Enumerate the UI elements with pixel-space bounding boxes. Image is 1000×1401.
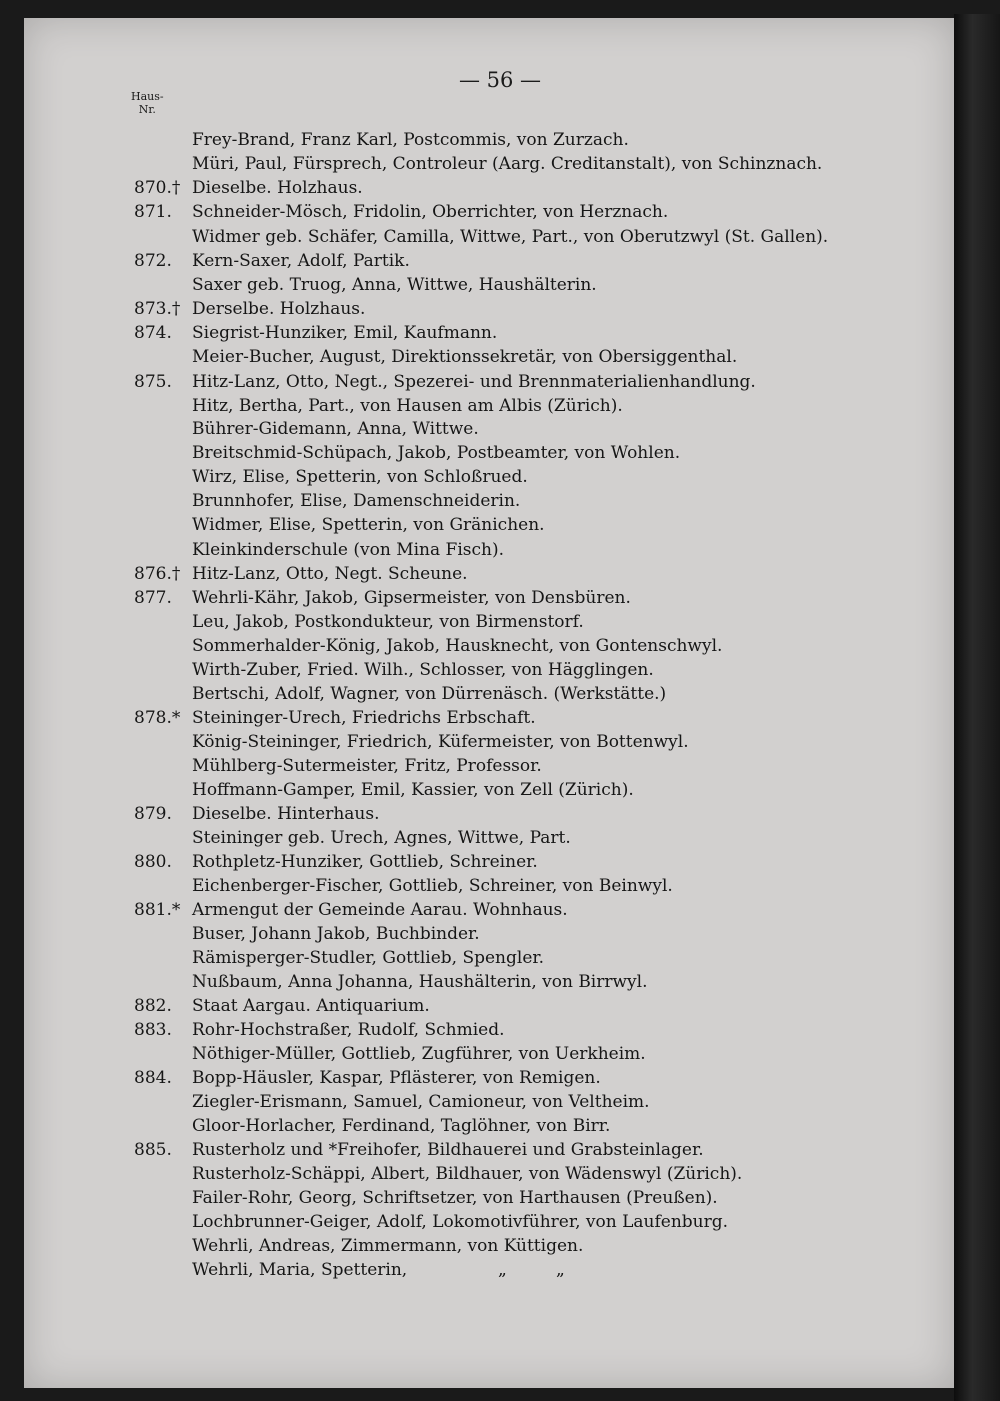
- house-number: 874.: [134, 323, 172, 343]
- entry-row: [0, 1140, 1000, 1163]
- entry-row: [0, 130, 1000, 153]
- entry-text: Eichenberger-Fischer, Gottlieb, Schreiner, von Beinwyl.: [192, 876, 673, 896]
- entry-text: Widmer, Elise, Spetterin, von Gränichen.: [192, 515, 545, 535]
- entry-row: [0, 299, 1000, 322]
- entry-text: Lochbrunner-Geiger, Adolf, Lokomotivführer, von Laufenburg.: [192, 1212, 729, 1232]
- house-number-header: [131, 90, 164, 116]
- house-number: 882.: [134, 996, 172, 1016]
- entry-row: [0, 1236, 1000, 1259]
- house-number: 880.: [134, 852, 172, 872]
- house-number: 881.*: [134, 900, 181, 920]
- house-number: 871.: [134, 202, 172, 222]
- entry-text: Siegrist-Hunziker, Emil, Kaufmann.: [192, 323, 498, 343]
- entry-text: Dieselbe. Holzhaus.: [192, 178, 363, 198]
- entry-text: Ziegler-Erismann, Samuel, Camioneur, von Veltheim.: [192, 1092, 650, 1112]
- entry-text: Rohr-Hochstraßer, Rudolf, Schmied.: [192, 1020, 505, 1040]
- entry-row: [0, 636, 1000, 659]
- entry-row: [0, 876, 1000, 899]
- entry-row: [0, 1020, 1000, 1043]
- entry-row: [0, 1068, 1000, 1091]
- entry-text: Schneider-Mösch, Fridolin, Oberrichter, von Herznach.: [192, 202, 669, 222]
- entry-text: Hoffmann-Gamper, Emil, Kassier, von Zell (Zürich).: [192, 780, 634, 800]
- house-number: 872.: [134, 251, 172, 271]
- entry-row: [0, 1164, 1000, 1187]
- entry-row: [0, 1260, 1000, 1283]
- entry-text: Hitz, Bertha, Part., von Hausen am Albis (Zürich).: [192, 396, 623, 416]
- entry-row: [0, 202, 1000, 225]
- house-number: 876.†: [134, 564, 181, 584]
- entry-row: [0, 924, 1000, 947]
- entry-text: Müri, Paul, Fürsprech, Controleur (Aarg. Creditanstalt), von Schinznach.: [192, 154, 823, 174]
- entry-text: Rusterholz-Schäppi, Albert, Bildhauer, von Wädenswyl (Zürich).: [192, 1164, 743, 1184]
- entry-row: [0, 1044, 1000, 1067]
- entry-text: Steininger-Urech, Friedrichs Erbschaft.: [192, 708, 536, 728]
- page-number: — 56 —: [458, 68, 542, 92]
- house-number: 873.†: [134, 299, 181, 319]
- entry-row: [0, 1092, 1000, 1115]
- entry-row: [0, 515, 1000, 538]
- entry-text: Widmer geb. Schäfer, Camilla, Wittwe, Part., von Oberutzwyl (St. Gallen).: [192, 227, 829, 247]
- ditto-mark: „: [556, 1260, 565, 1280]
- entry-row: [0, 227, 1000, 250]
- haus-label: Haus-: [131, 90, 164, 103]
- entry-row: [0, 275, 1000, 298]
- entry-row: [0, 178, 1000, 201]
- entry-text: Buser, Johann Jakob, Buchbinder.: [192, 924, 480, 944]
- nr-label: Nr.: [138, 103, 156, 116]
- entry-row: [0, 756, 1000, 779]
- entry-text: Nöthiger-Müller, Gottlieb, Zugführer, von Uerkheim.: [192, 1044, 646, 1064]
- entry-text: Meier-Bucher, August, Direktionssekretär, von Obersiggenthal.: [192, 347, 738, 367]
- entry-text: Rusterholz und *Freihofer, Bildhauerei und Grabsteinlager.: [192, 1140, 704, 1160]
- entry-row: [0, 612, 1000, 635]
- entry-text: Dieselbe. Hinterhaus.: [192, 804, 380, 824]
- entry-row: [0, 972, 1000, 995]
- entry-row: [0, 804, 1000, 827]
- entry-text: Gloor-Horlacher, Ferdinand, Taglöhner, von Birr.: [192, 1116, 611, 1136]
- entry-text: Wehrli, Maria, Spetterin,: [192, 1260, 408, 1280]
- entry-text: Staat Aargau. Antiquarium.: [192, 996, 430, 1016]
- entry-row: [0, 443, 1000, 466]
- ditto-mark: „: [498, 1260, 507, 1280]
- entry-text: Hitz-Lanz, Otto, Negt., Spezerei- und Brennmaterialienhandlung.: [192, 372, 756, 392]
- entry-text: Wehrli-Kähr, Jakob, Gipsermeister, von Densbüren.: [192, 588, 631, 608]
- house-number: 877.: [134, 588, 172, 608]
- entry-text: Wirth-Zuber, Fried. Wilh., Schlosser, von Hägglingen.: [192, 660, 654, 680]
- entry-row: [0, 396, 1000, 419]
- entry-row: [0, 419, 1000, 442]
- entry-row: [0, 780, 1000, 803]
- entry-text: Leu, Jakob, Postkondukteur, von Birmenstorf.: [192, 612, 584, 632]
- entry-row: [0, 540, 1000, 563]
- entry-text: Rämisperger-Studler, Gottlieb, Spengler.: [192, 948, 545, 968]
- entry-row: [0, 491, 1000, 514]
- entry-row: [0, 996, 1000, 1019]
- entry-row: [0, 852, 1000, 875]
- entry-text: Kleinkinderschule (von Mina Fisch).: [192, 540, 505, 560]
- entry-row: [0, 708, 1000, 731]
- entry-row: [0, 154, 1000, 177]
- entry-row: [0, 588, 1000, 611]
- entry-text: Saxer geb. Truog, Anna, Wittwe, Haushälterin.: [192, 275, 597, 295]
- entry-text: Derselbe. Holzhaus.: [192, 299, 366, 319]
- house-number: 879.: [134, 804, 172, 824]
- entry-text: König-Steininger, Friedrich, Küfermeister, von Bottenwyl.: [192, 732, 689, 752]
- entry-row: [0, 1188, 1000, 1211]
- entry-text: Kern-Saxer, Adolf, Partik.: [192, 251, 410, 271]
- entry-text: Hitz-Lanz, Otto, Negt. Scheune.: [192, 564, 468, 584]
- entry-row: [0, 828, 1000, 851]
- entry-row: [0, 251, 1000, 274]
- entry-text: Mühlberg-Sutermeister, Fritz, Professor.: [192, 756, 542, 776]
- entry-row: [0, 1116, 1000, 1139]
- entry-text: Failer-Rohr, Georg, Schriftsetzer, von Harthausen (Preußen).: [192, 1188, 718, 1208]
- house-number: 885.: [134, 1140, 172, 1160]
- entry-row: [0, 1212, 1000, 1235]
- house-number: 875.: [134, 372, 172, 392]
- entry-text: Armengut der Gemeinde Aarau. Wohnhaus.: [192, 900, 568, 920]
- house-number: 884.: [134, 1068, 172, 1088]
- entry-row: [0, 660, 1000, 683]
- house-number: 870.†: [134, 178, 181, 198]
- entry-row: [0, 564, 1000, 587]
- house-number: 878.*: [134, 708, 181, 728]
- entry-text: Bertschi, Adolf, Wagner, von Dürrenäsch. (Werkstätte.): [192, 684, 667, 704]
- house-number: 883.: [134, 1020, 172, 1040]
- entry-text: Brunnhofer, Elise, Damenschneiderin.: [192, 491, 521, 511]
- entry-row: [0, 372, 1000, 395]
- entry-text: Bopp-Häusler, Kaspar, Pflästerer, von Remigen.: [192, 1068, 601, 1088]
- entry-text: Breitschmid-Schüpach, Jakob, Postbeamter, von Wohlen.: [192, 443, 681, 463]
- entry-row: [0, 732, 1000, 755]
- entry-row: [0, 684, 1000, 707]
- entry-text: Nußbaum, Anna Johanna, Haushälterin, von Birrwyl.: [192, 972, 648, 992]
- entry-row: [0, 467, 1000, 490]
- entry-row: [0, 323, 1000, 346]
- entry-text: Sommerhalder-König, Jakob, Hausknecht, von Gontenschwyl.: [192, 636, 723, 656]
- entry-text: Steininger geb. Urech, Agnes, Wittwe, Part.: [192, 828, 571, 848]
- entry-text: Bührer-Gidemann, Anna, Wittwe.: [192, 419, 479, 439]
- entry-text: Rothpletz-Hunziker, Gottlieb, Schreiner.: [192, 852, 538, 872]
- entry-text: Wirz, Elise, Spetterin, von Schloßrued.: [192, 467, 528, 487]
- entry-text: Wehrli, Andreas, Zimmermann, von Küttigen.: [192, 1236, 584, 1256]
- entry-row: [0, 948, 1000, 971]
- entry-text: Frey-Brand, Franz Karl, Postcommis, von Zurzach.: [192, 130, 629, 150]
- entry-row: [0, 347, 1000, 370]
- entry-row: [0, 900, 1000, 923]
